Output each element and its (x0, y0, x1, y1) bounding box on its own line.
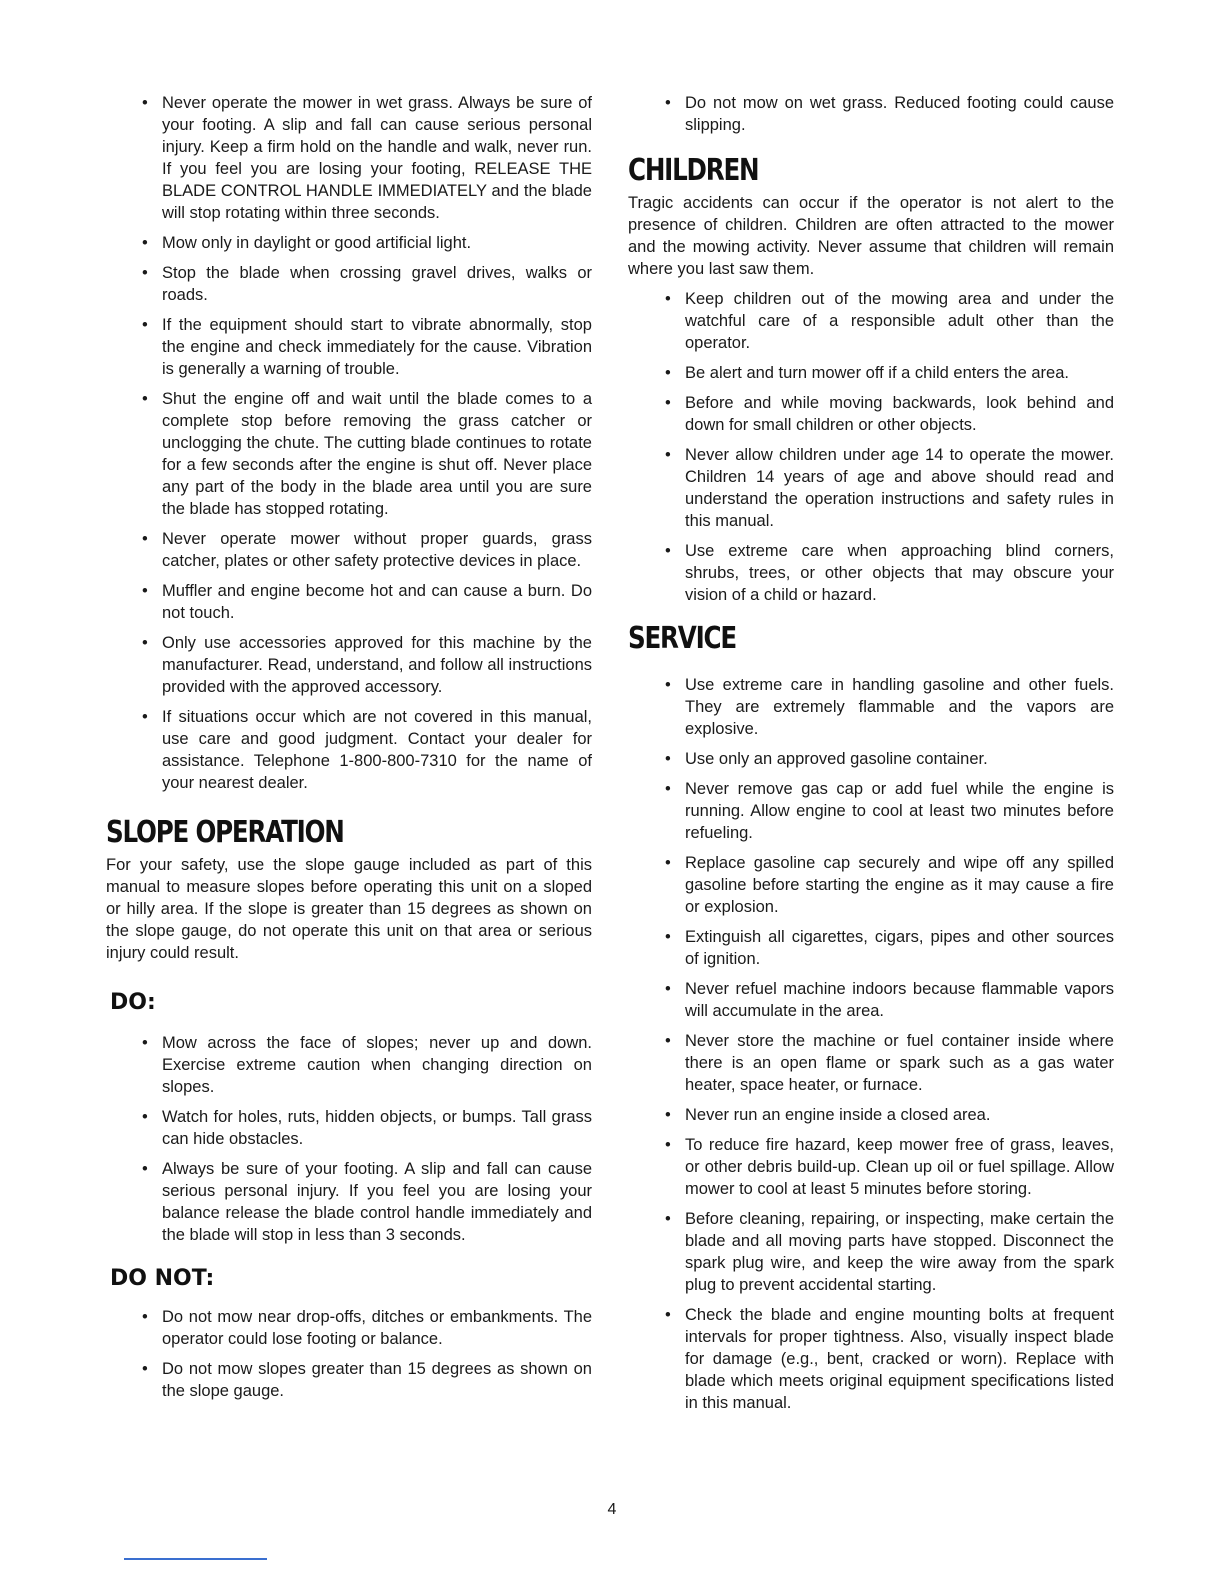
list-item: • Mow across the face of slopes; never up and down. Exercise extreme caution when changing direction on slopes. (142, 1034, 592, 1096)
list-item: • Never operate the mower in wet grass. Always be sure of your footing. A slip and fall can cause serious personal injury. Keep a firm hold on the handle and walk, never run. If you feel you are losing your footing, RELEASE THE BLADE CONTROL HANDLE IMMEDIATELY and the blade will stop rotating within three seconds. (142, 94, 592, 222)
bullet-icon: • (142, 234, 148, 252)
bullet-icon: • (142, 708, 148, 726)
wet-grass-list (628, 92, 1114, 136)
bullet-icon: • (665, 1210, 671, 1228)
bullet-icon: • (142, 316, 148, 334)
list-item: • To reduce fire hazard, keep mower free of grass, leaves, or other debris build-up. Clean up oil or fuel spillage. Allow mower to cool at least 5 minutes before storing. (665, 1136, 1114, 1198)
list-item: • Watch for holes, ruts, hidden objects, or bumps. Tall grass can hide obstacles. (142, 1108, 592, 1148)
bullet-icon: • (665, 94, 671, 112)
slope-intro: For your safety, use the slope gauge included as part of this manual to measure slopes before operating this unit on a sloped or hilly area. If the slope is greater than 15 degrees as shown on the slope gauge, do not operate this unit on that area or serious injury could result. (106, 856, 592, 962)
bullet-icon: • (665, 780, 671, 798)
list-item: • Never operate mower without proper guards, grass catcher, plates or other safety protective devices in place. (142, 530, 592, 570)
page-number: 4 (607, 1501, 617, 1518)
general-safety-list (106, 92, 592, 794)
bullet-icon: • (665, 446, 671, 464)
slope-operation-heading: SLOPE OPERATION (106, 815, 344, 850)
list-item: • Never remove gas cap or add fuel while the engine is running. Allow engine to cool at least two minutes before refueling. (665, 780, 1114, 842)
bullet-icon: • (665, 980, 671, 998)
list-item: • Never run an engine inside a closed area. (665, 1106, 991, 1124)
children-heading: CHILDREN (628, 153, 759, 188)
service-list (628, 674, 1114, 1414)
bullet-icon: • (665, 1136, 671, 1154)
bullet-icon: • (665, 854, 671, 872)
left-column (106, 92, 592, 1410)
do-list (106, 1032, 592, 1246)
children-list (628, 288, 1114, 606)
bullet-icon: • (142, 1108, 148, 1126)
list-item: • Use extreme care when approaching blind corners, shrubs, trees, or other objects that may obscure your vision of a child or hazard. (665, 542, 1114, 604)
list-item: • If the equipment should start to vibrate abnormally, stop the engine and check immediately for the cause. Vibration is generally a warning of trouble. (142, 316, 592, 378)
list-item: • Always be sure of your footing. A slip and fall can cause serious personal injury. If you feel you are losing your balance release the blade control handle immediately and the blade will stop in less than 3 seconds. (142, 1160, 592, 1244)
list-item: • Do not mow slopes greater than 15 degrees as shown on the slope gauge. (142, 1360, 592, 1400)
bullet-icon: • (142, 582, 148, 600)
bullet-icon: • (665, 1106, 671, 1124)
list-item: • Before and while moving backwards, look behind and down for small children or other objects. (665, 394, 1114, 434)
bullet-icon: • (142, 530, 148, 548)
bullet-icon: • (142, 390, 148, 408)
list-item: • Only use accessories approved for this machine by the manufacturer. Read, understand, and follow all instructions provided with the approved accessory. (142, 634, 592, 696)
list-item: • If situations occur which are not covered in this manual, use care and good judgment. Contact your dealer for assistance. Telephone 1-800-800-7310 for the name of your nearest dealer. (142, 708, 592, 792)
do-heading: DO: (110, 990, 156, 1015)
bullet-icon: • (142, 1034, 148, 1052)
bullet-icon: • (665, 290, 671, 308)
bullet-icon: • (665, 1032, 671, 1050)
list-item: • Before cleaning, repairing, or inspecting, make certain the blade and all moving parts have stopped. Disconnect the spark plug wire, and keep the wire away from the spark plug to prevent accidental starting. (665, 1210, 1114, 1294)
list-item: • Check the blade and engine mounting bolts at frequent intervals for proper tightness. Also, visually inspect blade for damage (e.g., bent, cracked or worn). Replace with blade which meets original equipment specifications listed in this manual. (665, 1306, 1114, 1412)
list-item: • Use extreme care in handling gasoline and other fuels. They are extremely flammable and the vapors are explosive. (665, 676, 1114, 738)
bullet-icon: • (665, 750, 671, 768)
bullet-icon: • (665, 676, 671, 694)
list-item: • Extinguish all cigarettes, cigars, pipes and other sources of ignition. (665, 928, 1114, 968)
bullet-icon: • (665, 394, 671, 412)
list-item: • Keep children out of the mowing area and under the watchful care of a responsible adult other than the operator. (665, 290, 1114, 352)
do-not-heading: DO NOT: (110, 1266, 215, 1291)
bullet-icon: • (142, 1308, 148, 1326)
do-not-list (106, 1306, 592, 1402)
list-item: • Do not mow on wet grass. Reduced footing could cause slipping. (665, 94, 1114, 134)
list-item: • Do not mow near drop-offs, ditches or embankments. The operator could lose footing or balance. (142, 1308, 592, 1348)
bullet-icon: • (142, 634, 148, 652)
footer-divider (124, 1558, 267, 1560)
list-item: • Replace gasoline cap securely and wipe off any spilled gasoline before starting the engine as it may cause a fire or explosion. (665, 854, 1114, 916)
bullet-icon: • (665, 364, 671, 382)
list-item: • Be alert and turn mower off if a child enters the area. (665, 364, 1069, 382)
list-item: • Never store the machine or fuel container inside where there is an open flame or spark such as a gas water heater, space heater, or furnace. (665, 1032, 1114, 1094)
bullet-icon: • (665, 928, 671, 946)
list-item: • Muffler and engine become hot and can cause a burn. Do not touch. (142, 582, 592, 622)
bullet-icon: • (142, 1360, 148, 1378)
bullet-icon: • (665, 542, 671, 560)
list-item: • Stop the blade when crossing gravel drives, walks or roads. (142, 264, 592, 304)
bullet-icon: • (142, 264, 148, 282)
list-item: • Mow only in daylight or good artificial light. (142, 234, 472, 252)
list-item: • Never refuel machine indoors because flammable vapors will accumulate in the area. (665, 980, 1114, 1020)
bullet-icon: • (142, 94, 148, 112)
bullet-icon: • (142, 1160, 148, 1178)
service-heading: SERVICE (628, 621, 736, 656)
children-intro: Tragic accidents can occur if the operator is not alert to the presence of children. Children are often attracted to the mower and the mowing activity. Never assume that children will remain where you last saw them. (628, 194, 1114, 278)
list-item: • Never allow children under age 14 to operate the mower. Children 14 years of age and above should read and understand the operation instructions and safety rules in this manual. (665, 446, 1114, 530)
list-item: • Use only an approved gasoline container. (665, 750, 988, 768)
bullet-icon: • (665, 1306, 671, 1324)
list-item: • Shut the engine off and wait until the blade comes to a complete stop before removing the grass catcher or unclogging the chute. The cutting blade continues to rotate for a few seconds after the engine is shut off. Never place any part of the body in the blade area until you are sure the blade has stopped rotating. (142, 390, 592, 518)
right-column (628, 92, 1114, 1422)
